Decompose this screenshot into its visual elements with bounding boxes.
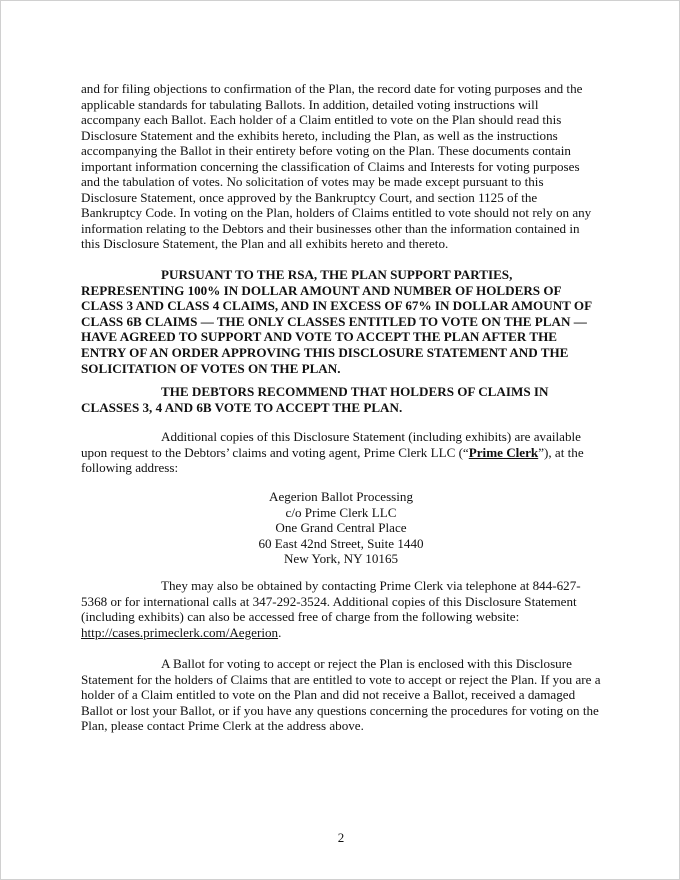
paragraph-voting-instructions: and for filing objections to confirmation of the Plan, the record date for voting purposes and the applicable standards for tabulating Ballots. In addition, detailed voting instructions will accompany each Ballot. Each holder of a Claim entitled to vote on the Plan should read this Disclosure Statement and the exhibits hereto, including the Plan, as well as the instructions accompanying the Ballot in their entirety before voting on the Plan. These documents contain important information concerning the classification of Claims and Interests for voting purposes and the tabulation of votes. No solicitation of votes may be made except pursuant to this Disclosure Statement, once approved by the Bankruptcy Court, and section 1125 of the Bankruptcy Code. In voting on the Plan, holders of Claims entitled to vote should not rely on any information relating to the Debtors and their businesses other than the information contained in this Disclosure Statement, the Plan and all exhibits hereto and thereto.: [81, 81, 592, 251]
address-line: New York, NY 10165: [283, 551, 399, 566]
defined-term-prime-clerk: Prime Clerk: [468, 444, 539, 460]
additional-copies-text-end: ”), at the following address:: [81, 444, 584, 475]
additional-copies-text: Additional copies of this Disclosure Statement (including exhibits) are available upon request to the Debtors’ claims and voting agent, Prime Clerk LLC (“: [81, 429, 581, 460]
paragraph-additional-copies: [81, 429, 601, 476]
paragraph-contact-info: [81, 578, 601, 640]
address-line: 60 East 42nd Street, Suite 1440: [258, 535, 424, 551]
address-line: Aegerion Ballot Processing: [268, 489, 413, 504]
contact-info-text: They may also be obtained by contacting Prime Clerk via telephone at 844-627-5368 or for international calls at 347-292-3524. Additional copies of this Disclosure Statement (including exhibits) can also be accessed free of charge from the following website:: [81, 578, 581, 624]
page-number: 2: [337, 830, 345, 845]
address-line: c/o Prime Clerk LLC: [285, 504, 397, 520]
website-link[interactable]: http://cases.primeclerk.com/Aegerion: [81, 624, 279, 640]
paragraph-recommendation: THE DEBTORS RECOMMEND THAT HOLDERS OF CLAIMS IN CLASSES 3, 4 AND 6B VOTE TO ACCEPT THE PLAN.: [81, 384, 549, 415]
mailing-address: [81, 489, 601, 567]
paragraph-ballot: A Ballot for voting to accept or reject the Plan is enclosed with this Disclosure Statement for the holders of Claims that are entitled to vote to accept or reject the Plan. If you are a holder of a Claim entitled to vote on the Plan and did not receive a Ballot, received a damaged Ballot or lost your Ballot, or if you have any questions concerning the procedures for voting on the Plan, please contact Prime Clerk at the address above.: [81, 656, 601, 733]
address-line: One Grand Central Place: [275, 520, 407, 535]
paragraph-plan-support: PURSUANT TO THE RSA, THE PLAN SUPPORT PARTIES, REPRESENTING 100% IN DOLLAR AMOUNT AND NUMBER OF HOLDERS OF CLASS 3 AND CLASS 4 CLAIMS, AND IN EXCESS OF 67% IN DOLLAR AMOUNT OF CLASS 6B CLAIMS — THE ONLY CLASSES ENTITLED TO VOTE ON THE PLAN — HAVE AGREED TO SUPPORT AND VOTE TO ACCEPT THE PLAN AFTER THE ENTRY OF AN ORDER APPROVING THIS DISCLOSURE STATEMENT AND THE SOLICITATION OF VOTES ON THE PLAN.: [81, 267, 592, 376]
contact-info-text-end: .: [278, 624, 282, 640]
